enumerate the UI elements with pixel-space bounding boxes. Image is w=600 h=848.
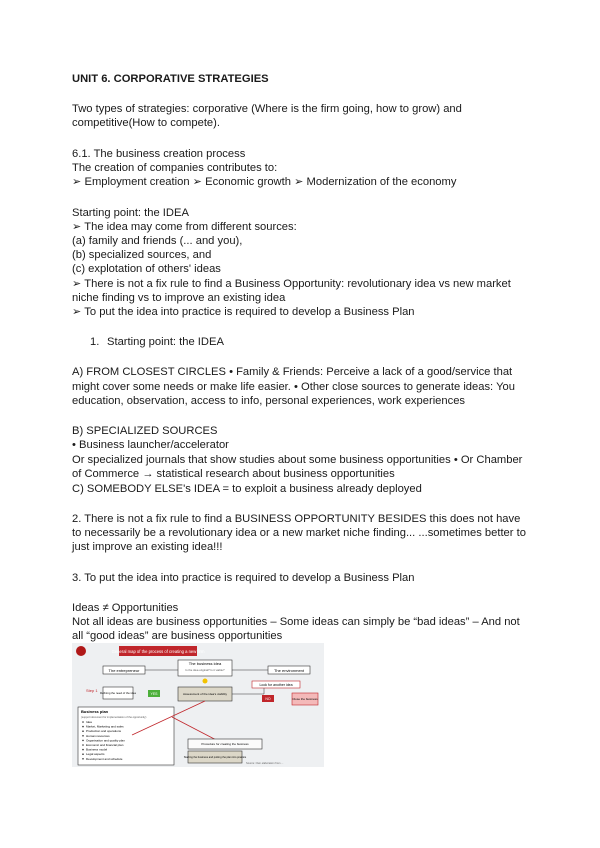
no-text: NO bbox=[265, 697, 271, 701]
starting-point-line: (c) explotation of others' ideas bbox=[72, 263, 221, 275]
procedure-text: Procedure for creating the business bbox=[201, 742, 249, 746]
intro-line-1: Two types of strategies: corporative (Where is the firm going, how to grow) and bbox=[72, 103, 462, 115]
starting-point-line: niche finding vs to improve an existing idea bbox=[72, 292, 286, 304]
ideas-line: all “good ideas” are business opportunities bbox=[72, 630, 283, 642]
business-plan-item: Production and operations bbox=[86, 729, 122, 734]
bullet-icon bbox=[82, 753, 84, 755]
section-b-line: of Commerce → statistical research about business opportunities bbox=[72, 468, 395, 480]
business-plan-item: Human resources bbox=[86, 733, 110, 738]
section-b-line: B) SPECIALIZED SOURCES bbox=[72, 425, 218, 437]
define-text: Defining the need of the idea bbox=[100, 691, 136, 695]
entrepreneur-text: The entrepreneur bbox=[108, 668, 140, 673]
business-plan-item: Economic and financial plan bbox=[86, 743, 124, 747]
logo-icon bbox=[76, 646, 86, 656]
lightbulb-icon bbox=[203, 679, 208, 684]
bullet-icon bbox=[82, 758, 84, 760]
bullet-icon bbox=[82, 721, 84, 723]
ideas-title: Ideas ≠ Opportunities bbox=[72, 602, 179, 614]
starting-point-line: (a) family and friends (... and you), bbox=[72, 235, 243, 247]
section-a-line: might cover some needs or make life easier. • Other close sources to generate ideas: You bbox=[72, 381, 515, 393]
starting-point-line: ➢ The idea may come from different sources: bbox=[72, 221, 297, 233]
look-another-text: Look for another idea bbox=[259, 683, 293, 687]
intro-line-2: competitive(How to compete). bbox=[72, 117, 220, 129]
section-c-line: C) SOMEBODY ELSE's IDEA = to exploit a business already deployed bbox=[72, 483, 422, 495]
section-b-line: Or specialized journals that show studies about some business opportunities • Or Chamber bbox=[72, 454, 523, 466]
numbered-item-text: Starting point: the IDEA bbox=[107, 336, 224, 348]
step1-text: Step 1 bbox=[86, 688, 98, 693]
unit-heading: UNIT 6. CORPORATIVE STRATEGIES bbox=[72, 73, 269, 85]
process-map-diagram bbox=[72, 643, 324, 767]
process-map-figure bbox=[72, 643, 324, 767]
section-b-line: • Business launcher/accelerator bbox=[72, 439, 229, 451]
business-plan-subtitle: (support document for implementation of the opportunity) bbox=[81, 716, 147, 719]
bullet-icon bbox=[82, 735, 84, 737]
business-plan-item: Idea bbox=[86, 720, 92, 724]
banner-text: General map of the process of creating a new firm bbox=[111, 649, 205, 654]
bullet-icon bbox=[82, 730, 84, 732]
section-6-1-title: 6.1. The business creation process bbox=[72, 148, 246, 160]
starting-point-title: Starting point: the IDEA bbox=[72, 207, 189, 219]
environment-text: The environment bbox=[273, 668, 305, 673]
section-6-1-bullets: ➢ Employment creation ➢ Economic growth ➢ Modernization of the economy bbox=[72, 176, 457, 188]
point-2-line: 2. There is not a fix rule to find a BUSINESS OPPORTUNITY BESIDES this does not have bbox=[72, 513, 521, 525]
business-idea-text: The business idea bbox=[188, 661, 222, 666]
starting-point-line: ➢ There is not a fix rule to find a Business Opportunity: revolutionary idea vs new market bbox=[72, 278, 511, 290]
starting-point-line: ➢ To put the idea into practice is required to develop a Business Plan bbox=[72, 306, 415, 318]
business-plan-item: Organisation and quality plan bbox=[86, 738, 125, 743]
section-6-1-lead: The creation of companies contributes to: bbox=[72, 162, 278, 174]
business-plan-item: Development and schedule bbox=[86, 756, 123, 761]
assessment-text: Assessment of the idea's viability bbox=[183, 692, 227, 696]
point-2-line: to necessarily be a revolutionary idea or a new market niche finding... ...sometimes better to bbox=[72, 527, 526, 539]
bullet-icon bbox=[82, 726, 84, 728]
business-plan-title: Business plan bbox=[81, 709, 109, 714]
bullet-icon bbox=[82, 744, 84, 746]
business-plan-item: Market, Marketing and sales bbox=[86, 724, 124, 729]
business-plan-item: Legal aspects bbox=[86, 752, 105, 757]
close-business-text: Close the business bbox=[292, 697, 318, 701]
yes-text: YES bbox=[150, 692, 158, 696]
point-2-line: just improve an existing idea!!! bbox=[72, 541, 223, 553]
section-a-line: A) FROM CLOSEST CIRCLES • Family & Friends: Perceive a lack of a good/service that bbox=[72, 366, 513, 378]
figure-caption: Source: Own elaboration from ... bbox=[246, 762, 284, 765]
starting-point-line: (b) specialized sources, and bbox=[72, 249, 212, 261]
business-plan-item: Business model bbox=[86, 747, 108, 752]
numbered-item-number: 1. bbox=[90, 336, 100, 348]
point-3-line: 3. To put the idea into practice is required to develop a Business Plan bbox=[72, 572, 415, 584]
bullet-icon bbox=[82, 740, 84, 742]
bullet-icon bbox=[82, 749, 84, 751]
ideas-line: Not all ideas are business opportunities – Some ideas can simply be “bad ideas” – And not bbox=[72, 616, 520, 628]
section-a-line: education, observation, access to info, personal experiences, work experiences bbox=[72, 395, 466, 407]
starting-text: Starting the business and putting the plan into practice bbox=[183, 756, 247, 759]
idea-eval-text: Is the idea original? Is it viable? bbox=[185, 668, 225, 672]
